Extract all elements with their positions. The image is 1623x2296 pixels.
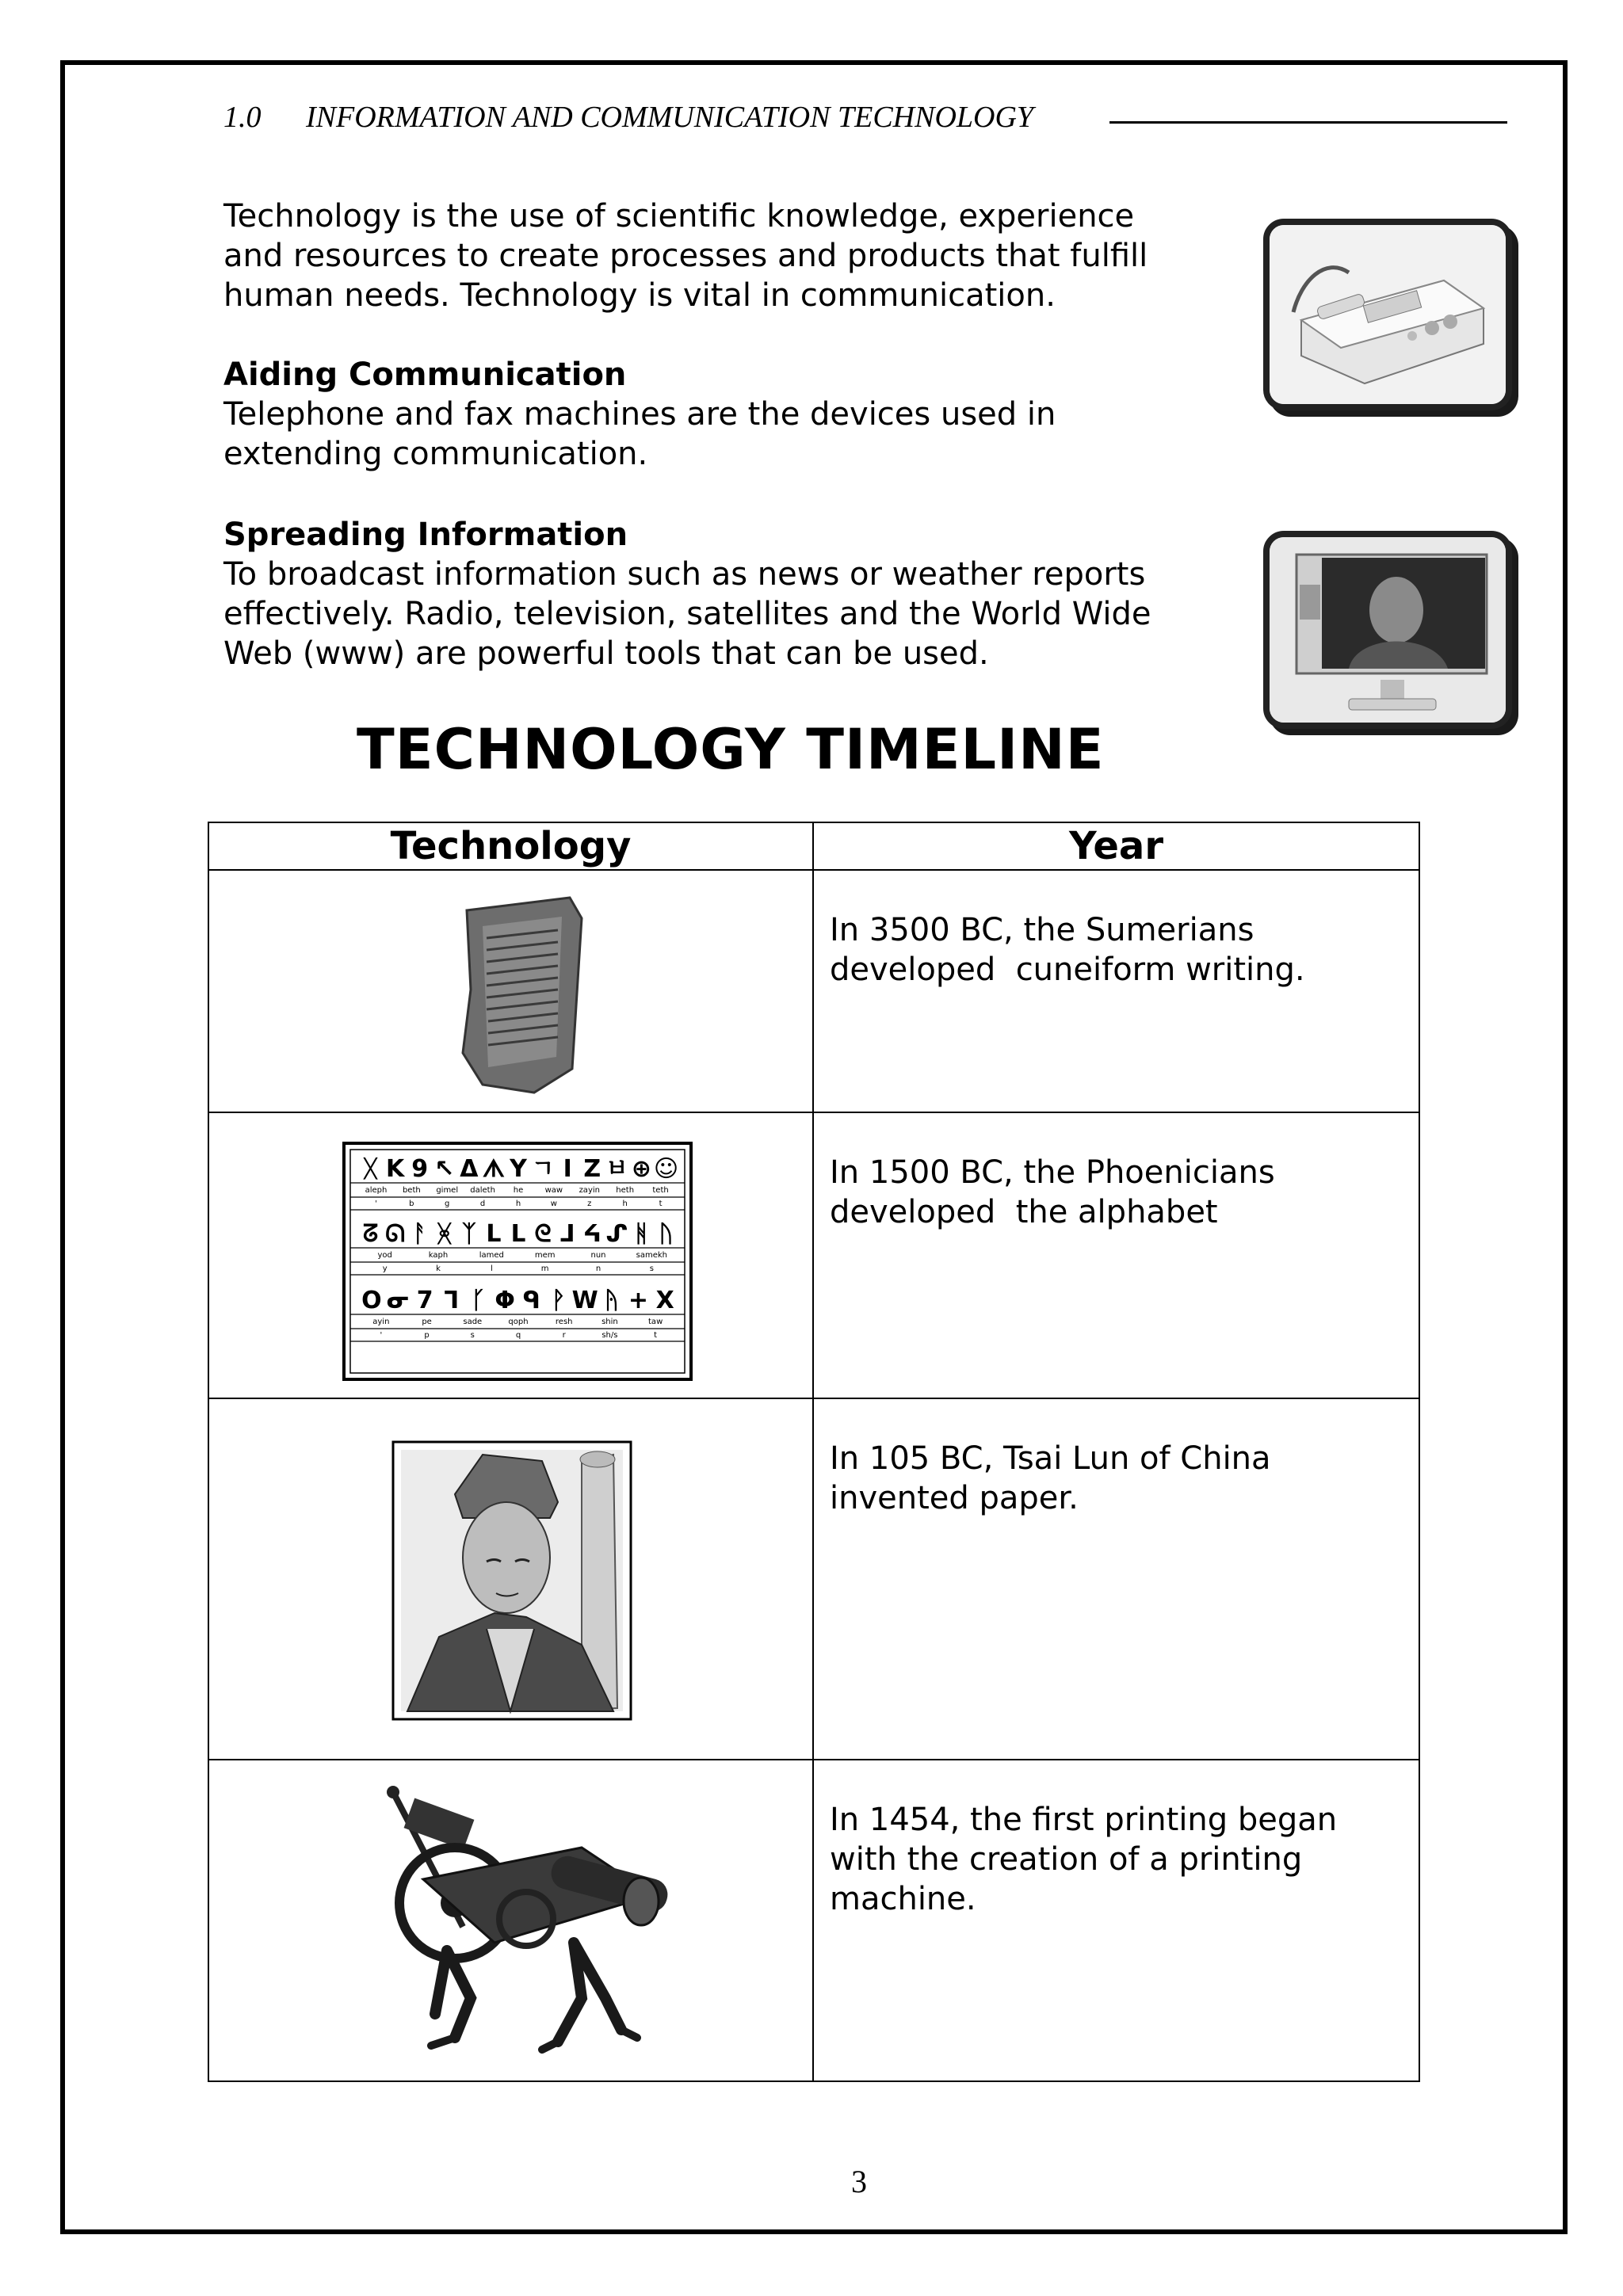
alphabet-label: q [515, 1331, 521, 1340]
alphabet-label: taw [648, 1318, 663, 1326]
alphabet-glyph: W [571, 1287, 598, 1314]
year-text: machine. [830, 1881, 976, 1917]
alphabet-glyph: ᘔ [362, 1220, 379, 1248]
technology-cell [208, 1112, 813, 1398]
year-text: developed cuneiform writing. [830, 952, 1305, 988]
alphabet-glyph: ᚹ [551, 1287, 566, 1314]
alphabet-glyph: ᚨ [412, 1220, 427, 1248]
alphabet-label: shin [601, 1318, 618, 1326]
alphabet-label: b [409, 1199, 414, 1208]
alphabet-label: aleph [365, 1186, 388, 1195]
alphabet-glyph: ↖ [434, 1155, 455, 1183]
alphabet-glyph: Φ [495, 1287, 515, 1314]
alphabet-label: mem [534, 1251, 556, 1260]
alphabet-label: teth [652, 1186, 669, 1195]
alphabet-label: h [622, 1199, 628, 1208]
alphabet-glyph: ᓂ [386, 1287, 411, 1314]
year-cell [813, 1112, 1419, 1398]
year-text: invented paper. [830, 1480, 1079, 1516]
alphabet-glyph: Y [510, 1155, 527, 1183]
tsai-lun-portrait-icon [209, 1399, 814, 1756]
aiding-line: extending communication. [223, 436, 648, 472]
alphabet-label: g [445, 1199, 450, 1208]
alphabet-label: yod [377, 1251, 392, 1260]
alphabet-glyph: ᒣ [444, 1287, 460, 1314]
column-header-year: Year [813, 822, 1419, 870]
technology-cell [208, 1760, 813, 2081]
alphabet-glyph: ᔦ [582, 1220, 601, 1248]
year-cell [813, 1398, 1419, 1760]
year-text: In 1454, the first printing began [830, 1802, 1338, 1838]
alphabet-label: k [436, 1264, 441, 1273]
fax-machine-icon [1270, 225, 1506, 404]
alphabet-glyph: ⊕ [631, 1155, 651, 1183]
alphabet-label: beth [402, 1186, 421, 1195]
technology-cell [208, 870, 813, 1112]
alphabet-label: d [479, 1199, 486, 1208]
alphabet-label: l [490, 1264, 493, 1273]
alphabet-glyph: + [628, 1287, 649, 1314]
year-text: In 3500 BC, the Sumerians [830, 912, 1254, 948]
monitor-icon [1270, 537, 1506, 723]
alphabet-label: s [649, 1264, 654, 1273]
intro-paragraph [223, 196, 1148, 315]
alphabet-glyph: 7 [416, 1287, 433, 1314]
alphabet-label: nun [590, 1251, 606, 1260]
alphabet-label: p [424, 1331, 430, 1340]
alphabet-glyph: ᚢ [659, 1220, 674, 1248]
alphabet-glyph: ᚤ [604, 1287, 619, 1314]
alphabet-glyph: ㄱ [531, 1155, 555, 1183]
alphabet-label: t [654, 1331, 658, 1340]
alphabet-glyph: ᚻ [634, 1220, 649, 1248]
alphabet-glyph: 9 [411, 1155, 429, 1183]
alphabet-label: ' [375, 1199, 377, 1208]
spreading-line: effectively. Radio, television, satellites and the World Wide [223, 596, 1151, 632]
year-text: In 1500 BC, the Phoenicians [830, 1154, 1275, 1191]
alphabet-label: h [515, 1199, 521, 1208]
alphabet-label: waw [544, 1186, 563, 1195]
alphabet-label: y [382, 1264, 388, 1273]
year-cell [813, 1760, 1419, 2081]
alphabet-glyph: ᛉ [461, 1220, 476, 1248]
alphabet-glyph: O [361, 1287, 382, 1314]
year-text: developed the alphabet [830, 1194, 1218, 1230]
alphabet-glyph: ᚸ [437, 1220, 452, 1248]
alphabet-label: m [540, 1264, 549, 1273]
spreading-section [223, 515, 1151, 673]
alphabet-label: sh/s [601, 1331, 618, 1340]
technology-cell [208, 1398, 813, 1760]
header-rule [1109, 121, 1507, 124]
monitor-news-image [1263, 531, 1512, 729]
alphabet-glyph: ㅂ [605, 1155, 628, 1183]
alphabet-label: lamed [479, 1251, 504, 1260]
alphabet-label: n [595, 1264, 601, 1273]
alphabet-glyph: I [563, 1155, 572, 1183]
alphabet-glyph: K [385, 1155, 405, 1183]
alphabet-label: samekh [636, 1251, 668, 1260]
intro-line: human needs. Technology is vital in communication. [223, 277, 1056, 314]
alphabet-glyph: ᔑ [605, 1220, 628, 1248]
table-row [208, 1398, 1419, 1760]
alphabet-glyph: X [655, 1287, 674, 1314]
alphabet-glyph: ᚴ [471, 1287, 486, 1314]
page-number: 3 [851, 2164, 867, 2199]
alphabet-label: gimel [436, 1186, 459, 1195]
alphabet-label: zayin [579, 1186, 600, 1195]
table-row [208, 1112, 1419, 1398]
year-text: In 105 BC, Tsai Lun of China [830, 1440, 1271, 1477]
alphabet-glyph: ᚷ [363, 1155, 378, 1183]
table-row [208, 870, 1419, 1112]
alphabet-label: qoph [508, 1318, 529, 1326]
alphabet-glyph: ᘓ [534, 1220, 552, 1248]
intro-line: Technology is the use of scientific knowledge, experience [223, 198, 1135, 235]
phoenician-alphabet-chart-icon [209, 1113, 814, 1394]
alphabet-glyph: ᗑ [482, 1155, 506, 1183]
alphabet-label: ayin [372, 1318, 390, 1326]
alphabet-label: r [562, 1331, 566, 1340]
alphabet-label: t [659, 1199, 663, 1208]
alphabet-label: pe [422, 1318, 432, 1326]
spreading-line: To broadcast information such as news or weather reports [223, 556, 1146, 593]
aiding-line: Telephone and fax machines are the devices used in [223, 396, 1056, 433]
alphabet-glyph: L [486, 1220, 502, 1248]
timeline-table [208, 822, 1420, 2082]
alphabet-label: w [550, 1199, 557, 1208]
alphabet-label: ' [380, 1331, 383, 1340]
table-row [208, 1760, 1419, 2081]
spreading-line: Web (www) are powerful tools that can be used. [223, 635, 989, 672]
alphabet-label: s [470, 1331, 475, 1340]
alphabet-label: kaph [428, 1251, 449, 1260]
alphabet-glyph: ᘏ [385, 1220, 406, 1248]
alphabet-glyph: ☺ [653, 1155, 679, 1183]
column-header-technology: Technology [208, 822, 813, 870]
alphabet-glyph: ᑫ [522, 1287, 540, 1314]
cuneiform-tablet-icon [209, 871, 814, 1108]
timeline-title: TECHNOLOGY TIMELINE [357, 717, 1105, 782]
printing-press-icon [209, 1760, 814, 2077]
intro-line: and resources to create processes and products that fulfill [223, 238, 1148, 274]
alphabet-glyph: ᒪ [510, 1220, 526, 1248]
alphabet-label: sade [463, 1318, 483, 1326]
alphabet-label: heth [616, 1186, 635, 1195]
alphabet-glyph: ᒧ [559, 1220, 575, 1248]
chapter-header [223, 98, 1507, 143]
alphabet-label: z [587, 1199, 592, 1208]
alphabet-glyph: Z [583, 1155, 601, 1183]
alphabet-label: he [513, 1186, 524, 1195]
aiding-section [223, 355, 1056, 474]
alphabet-glyph: Δ [460, 1155, 479, 1183]
alphabet-label: resh [555, 1318, 573, 1326]
chapter-number: 1.0 [223, 101, 262, 134]
aiding-heading: Aiding Communication [223, 357, 627, 393]
table-header-row [208, 822, 1419, 870]
alphabet-label: daleth [470, 1186, 495, 1195]
chapter-title: INFORMATION AND COMMUNICATION TECHNOLOGY [306, 101, 1034, 134]
fax-machine-image [1263, 219, 1512, 410]
spreading-heading: Spreading Information [223, 517, 628, 553]
year-text: with the creation of a printing [830, 1841, 1303, 1878]
year-cell [813, 870, 1419, 1112]
